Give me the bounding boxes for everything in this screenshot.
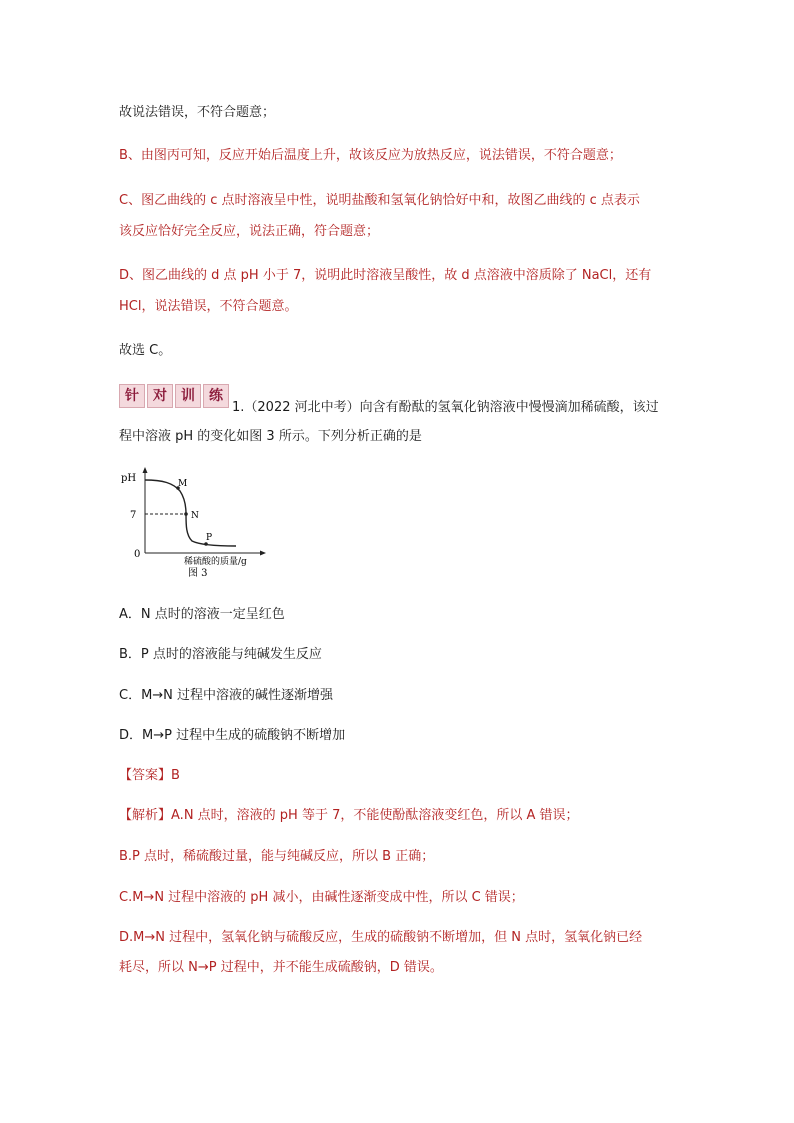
y-tick-7: 7 xyxy=(130,510,137,521)
analysis-text: A.N 点时，溶液的 pH 等于 7，不能使酚酞溶液变红色，所以 A 错误； xyxy=(171,808,579,823)
text-line: B、由图丙可知，反应开始后温度上升，故该反应为放热反应，说法错误，不符合题意； xyxy=(119,148,622,163)
badge-char: 对 xyxy=(147,384,173,408)
badge-char: 练 xyxy=(203,384,229,408)
analysis-line: C.M→N 过程中溶液的 pH 减小，由碱性逐渐变成中性，所以 C 错误； xyxy=(119,890,524,905)
text-line: 故说法错误，不符合题意； xyxy=(119,105,276,120)
answer-label: 【答案】 xyxy=(119,768,172,783)
option-d: D．M→P 过程中生成的硫酸钠不断增加 xyxy=(119,728,346,743)
y-axis-arrow xyxy=(143,467,148,473)
badge-char: 训 xyxy=(175,384,201,408)
figure-caption: 图 3 xyxy=(188,568,208,579)
answer-value: B xyxy=(171,768,180,783)
y-axis-label: pH xyxy=(121,473,137,484)
analysis-line xyxy=(119,806,579,826)
analysis-label: 【解析】 xyxy=(119,808,172,823)
badge-char: 针 xyxy=(119,384,145,408)
question-line: 程中溶液 pH 的变化如图 3 所示。下列分析正确的是 xyxy=(119,429,422,444)
x-axis-label: 稀硫酸的质量/g xyxy=(184,557,247,567)
label-p: P xyxy=(206,533,213,543)
text-line: D、图乙曲线的 d 点 pH 小于 7，说明此时溶液呈酸性，故 d 点溶液中溶质除了 NaCl，还有 xyxy=(119,268,652,283)
option-c: C．M→N 过程中溶液的碱性逐渐增强 xyxy=(119,688,334,703)
text-line: C、图乙曲线的 c 点时溶液呈中性，说明盐酸和氢氧化钠恰好中和，故图乙曲线的 c 点表示 xyxy=(119,193,640,208)
text-line: HCl，说法错误，不符合题意。 xyxy=(119,299,298,314)
practice-badge xyxy=(119,384,229,408)
analysis-line: 耗尽，所以 N→P 过程中，并不能生成硫酸钠，D 错误。 xyxy=(119,960,443,975)
point-n xyxy=(184,512,188,516)
option-b: B．P 点时的溶液能与纯碱发生反应 xyxy=(119,647,322,662)
answer-line xyxy=(119,766,180,786)
question-line: 1.（2022 河北中考）向含有酚酞的氢氧化钠溶液中慢慢滴加稀硫酸，该过 xyxy=(232,400,659,415)
label-m: M xyxy=(178,479,188,489)
analysis-line: B.P 点时，稀硫酸过量，能与纯碱反应，所以 B 正确； xyxy=(119,849,435,864)
text-line: 故选 C。 xyxy=(119,343,172,358)
analysis-line: D.M→N 过程中，氢氧化钠与硫酸反应，生成的硫酸钠不断增加，但 N 点时，氢氧化钠已经 xyxy=(119,930,643,945)
option-a: A．N 点时的溶液一定呈红色 xyxy=(119,607,285,622)
text-line: 该反应恰好完全反应，说法正确，符合题意； xyxy=(119,224,380,239)
x-axis-arrow xyxy=(260,551,266,556)
y-tick-0: 0 xyxy=(134,549,141,560)
label-n: N xyxy=(191,511,199,521)
ph-figure xyxy=(118,465,278,585)
